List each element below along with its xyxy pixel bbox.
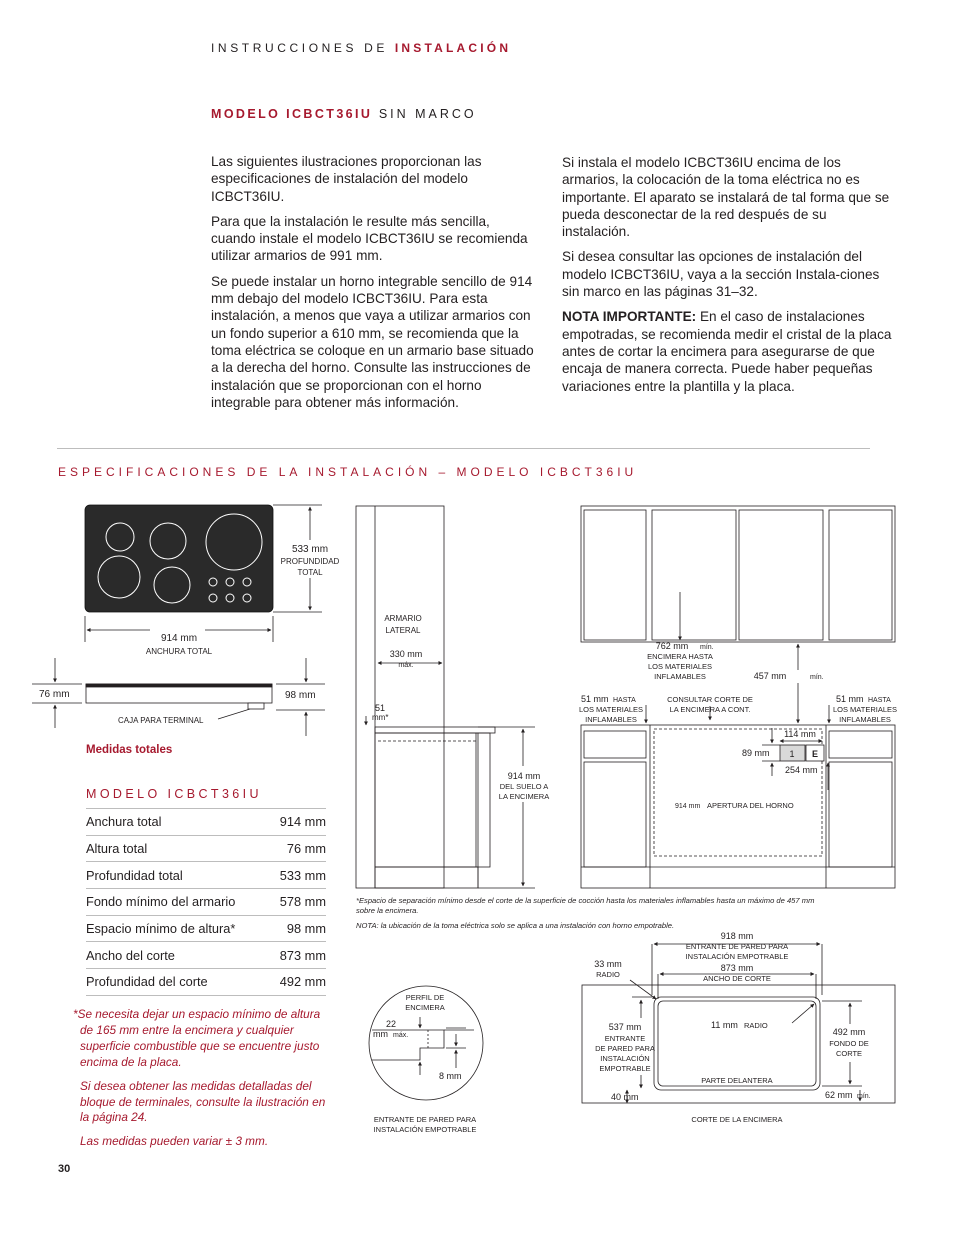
table-row: Fondo mínimo del armario 578 mm xyxy=(86,888,326,915)
svg-text:62 mm: 62 mm xyxy=(825,1090,853,1100)
table-row: Anchura total 914 mm xyxy=(86,808,326,835)
side-cabinet-view xyxy=(356,506,495,888)
svg-text:51 mm: 51 mm xyxy=(581,694,609,704)
svg-text:457 mm: 457 mm xyxy=(753,671,787,681)
svg-text:873 mm: 873 mm xyxy=(720,963,754,973)
svg-text:LOS MATERIALES: LOS MATERIALES xyxy=(647,662,713,671)
svg-text:INSTALACIÓN EMPOTRABLE: INSTALACIÓN EMPOTRABLE xyxy=(685,952,789,961)
svg-text:ENCIMERA HASTA: ENCIMERA HASTA xyxy=(647,652,713,661)
svg-text:mín.: mín. xyxy=(857,1093,871,1100)
intro-paragraph: Las siguientes ilustraciones proporcionan las especificaciones de instalación del modelo ICBCT36IU. xyxy=(211,154,482,204)
svg-text:33 mm: 33 mm xyxy=(594,959,622,969)
svg-text:537 mm: 537 mm xyxy=(608,1022,642,1032)
intro-paragraph: Se puede instalar un horno integrable sencillo de 914 mm debajo del modelo ICBCT36IU. Para esta instalación, a menos que vaya a utilizar armarios con un fondo superior a 610 mm, se recomienda que la toma eléctrica se coloque en un armario base situado a la derecha del horno. Consulte las instrucciones de instalación que se proporcionan con el horno integrable para obtener más información. xyxy=(211,273,534,410)
table-row: Altura total 76 mm xyxy=(86,835,326,862)
svg-text:ANCHO DE CORTE: ANCHO DE CORTE xyxy=(703,974,771,983)
svg-text:PARTE DELANTERA: PARTE DELANTERA xyxy=(701,1076,773,1085)
svg-text:CORTE DE LA ENCIMERA: CORTE DE LA ENCIMERA xyxy=(691,1115,783,1124)
svg-text:APERTURA DEL HORNO: APERTURA DEL HORNO xyxy=(707,801,794,810)
svg-text:PERFIL DE: PERFIL DE xyxy=(405,993,445,1002)
svg-text:TOTAL: TOTAL xyxy=(297,568,323,577)
intro-paragraph: Si instala el modelo ICBCT36IU encima de los armarios, la colocación de la toma eléctrica no es importante. El aparato se instalará de tal forma que se pueda desconectar de la red después de su instalación. xyxy=(562,155,890,240)
svg-text:330 mm: 330 mm xyxy=(389,649,423,659)
svg-text:51 mm: 51 mm xyxy=(836,694,864,704)
footnote: sobre la encimera. xyxy=(356,906,419,915)
svg-text:INFLAMABLES: INFLAMABLES xyxy=(654,672,706,681)
svg-text:INFLAMABLES: INFLAMABLES xyxy=(839,715,891,724)
svg-text:914 mm: 914 mm xyxy=(507,771,541,781)
svg-text:914 mm: 914 mm xyxy=(675,803,701,810)
svg-text:762 mm: 762 mm xyxy=(655,641,689,651)
diagram-labels xyxy=(39,544,897,1134)
outlet-label: E xyxy=(811,749,819,759)
svg-text:mín.: mín. xyxy=(810,674,824,681)
svg-text:LA ENCIMERA: LA ENCIMERA xyxy=(498,792,550,801)
table-row: Espacio mínimo de altura* 98 mm xyxy=(86,915,326,942)
svg-text:ENCIMERA: ENCIMERA xyxy=(405,1003,445,1012)
note: *Se necesita dejar un espacio mínimo de altura de 165 mm entre la encimera y cualquier superficie combustible que se encuentre justo encima de la placa. xyxy=(73,1007,321,1069)
page-header: INSTRUCCIONES DE INSTALACIÓN xyxy=(211,41,512,55)
model-heading: MODELO ICBCT36IU SIN MARCO xyxy=(211,107,477,121)
svg-text:LA ENCIMERA A CONT.: LA ENCIMERA A CONT. xyxy=(669,705,751,714)
note: Si desea obtener las medidas detalladas del bloque de terminales, consulte la ilustración en la página 24. xyxy=(80,1078,326,1125)
svg-text:LOS MATERIALES: LOS MATERIALES xyxy=(578,705,644,714)
terminal-box-label: CAJA PARA TERMINAL xyxy=(118,716,204,725)
svg-text:ENTRANTE: ENTRANTE xyxy=(604,1034,646,1043)
svg-text:INSTALACIÓN: INSTALACIÓN xyxy=(600,1054,650,1063)
svg-text:ENTRANTE DE PARED PARA: ENTRANTE DE PARED PARA xyxy=(373,1115,477,1124)
svg-text:DEL SUELO A: DEL SUELO A xyxy=(499,782,549,791)
spec-heading: ESPECIFICACIONES DE LA INSTALACIÓN – MODELO ICBCT36IU xyxy=(58,465,638,479)
overall-caption: Medidas totales xyxy=(86,744,173,756)
svg-text:918 mm: 918 mm xyxy=(720,931,754,941)
svg-text:114 mm: 114 mm xyxy=(784,729,816,739)
svg-text:ANCHURA TOTAL: ANCHURA TOTAL xyxy=(145,647,213,656)
svg-text:CORTE: CORTE xyxy=(835,1049,863,1058)
depth-dimension: 533 mm xyxy=(291,544,329,555)
height-dimension: 76 mm xyxy=(39,689,70,700)
svg-text:40 mm: 40 mm xyxy=(611,1092,639,1102)
table-row: Profundidad del corte 492 mm xyxy=(86,968,326,996)
svg-text:HASTA: HASTA xyxy=(613,697,636,704)
table-row: Profundidad total 533 mm xyxy=(86,861,326,888)
svg-text:HASTA: HASTA xyxy=(868,697,891,704)
svg-text:254 mm: 254 mm xyxy=(785,765,818,775)
model-table-title: MODELO ICBCT36IU xyxy=(86,787,262,801)
cooktop-top-view xyxy=(85,505,273,612)
svg-text:51: 51 xyxy=(375,703,386,713)
clearance-dimension: 98 mm xyxy=(285,690,316,701)
svg-text:máx.: máx. xyxy=(398,662,414,669)
svg-text:LOS MATERIALES: LOS MATERIALES xyxy=(832,705,898,714)
svg-text:INFLAMABLES: INFLAMABLES xyxy=(585,715,637,724)
intro-paragraph: Si desea consultar las opciones de instalación del modelo ICBCT36IU, vaya a la sección Instala-ciones sin marco en las páginas 31–32. xyxy=(562,249,880,300)
svg-text:ENTRANTE DE PARED PARA: ENTRANTE DE PARED PARA xyxy=(685,942,789,951)
page-number: 30 xyxy=(58,1163,71,1175)
svg-text:INSTALACIÓN EMPOTRABLE: INSTALACIÓN EMPOTRABLE xyxy=(373,1125,477,1134)
note: Las medidas pueden variar ± 3 mm. xyxy=(80,1134,269,1149)
svg-text:RADIO: RADIO xyxy=(744,1021,768,1030)
svg-text:CONSULTAR CORTE DE: CONSULTAR CORTE DE xyxy=(667,695,753,704)
svg-text:mm: mm xyxy=(373,1029,388,1039)
svg-text:89 mm: 89 mm xyxy=(742,748,770,758)
svg-text:492 mm: 492 mm xyxy=(832,1027,866,1037)
outlet-1-icon: 1 xyxy=(789,749,795,759)
width-dimension: 914 mm xyxy=(160,633,198,644)
svg-text:8 mm: 8 mm xyxy=(439,1071,462,1081)
svg-text:22: 22 xyxy=(386,1019,397,1029)
svg-text:RADIO: RADIO xyxy=(596,970,620,979)
svg-text:PROFUNDIDAD: PROFUNDIDAD xyxy=(280,557,340,566)
svg-text:mm*: mm* xyxy=(372,713,389,722)
svg-text:máx.: máx. xyxy=(393,1032,409,1039)
page-header-highlight: INSTALACIÓN xyxy=(394,41,512,55)
svg-text:FONDO DE: FONDO DE xyxy=(829,1039,869,1048)
svg-text:DE PARED PARA: DE PARED PARA xyxy=(595,1044,655,1053)
svg-text:mín.: mín. xyxy=(700,644,714,651)
svg-text:LATERAL: LATERAL xyxy=(385,626,421,635)
cooktop-side-view xyxy=(86,684,272,709)
table-row: Ancho del corte 873 mm xyxy=(86,941,326,968)
intro-paragraph: Para que la instalación le resulte más sencilla, cuando instale el modelo ICBCT36IU se recomienda utilizar armarios de 991 mm. xyxy=(211,213,528,264)
svg-text:EMPOTRABLE: EMPOTRABLE xyxy=(599,1064,651,1073)
svg-text:ARMARIO: ARMARIO xyxy=(384,614,422,623)
svg-text:11 mm: 11 mm xyxy=(711,1020,738,1030)
footnote: NOTA: la ubicación de la toma eléctrica solo se aplica a una instalación con horno empotrable. xyxy=(356,921,675,930)
important-note: NOTA IMPORTANTE: En el caso de instalaciones empotradas, se recomienda medir el cristal de la placa antes de cortar la encimera para asegurarse de que encaja de manera correcta. Puede haber pequeñas variaciones entre la plantilla y la placa. xyxy=(562,309,892,394)
footnote: *Espacio de separación mínimo desde el corte de la superficie de cocción hasta los materiales inflamables hasta un máximo de 457 mm xyxy=(356,896,815,905)
